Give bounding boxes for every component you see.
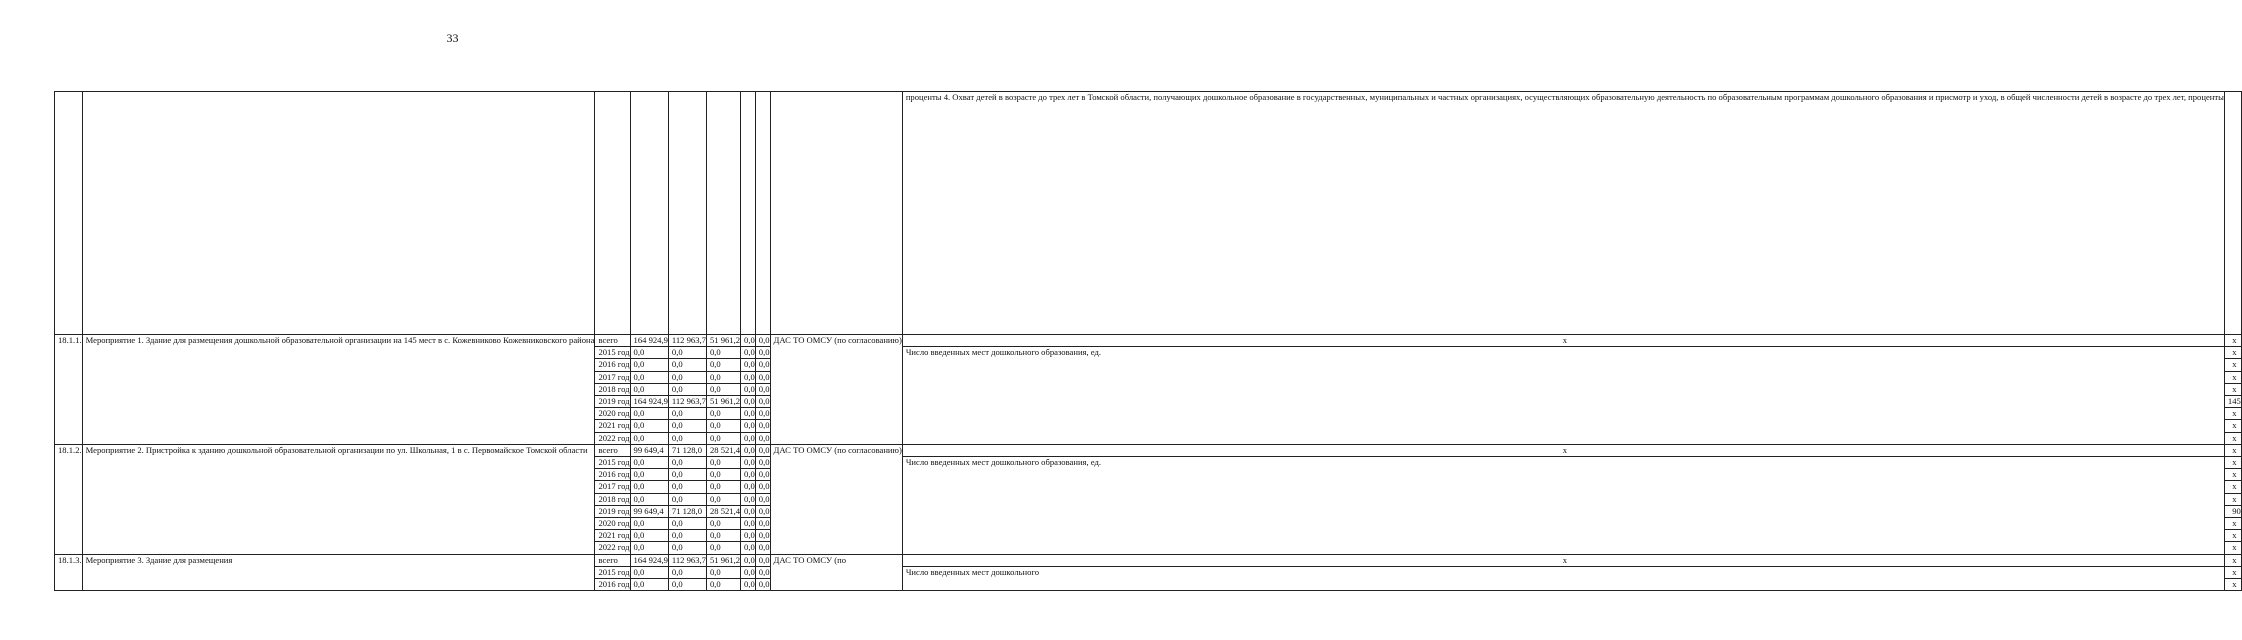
local-cell: 0,0	[741, 432, 756, 444]
period-cell: 2016 год	[595, 359, 630, 371]
regional-cell: 51 961,2	[706, 335, 740, 347]
indicator-value-cell: x	[2224, 335, 2241, 347]
regional-cell: 0,0	[706, 408, 740, 420]
period-cell: 2015 год	[595, 347, 630, 359]
regional-cell: 0,0	[706, 420, 740, 432]
local-cell: 0,0	[741, 444, 756, 456]
indicator-value-cell: 145	[2224, 396, 2241, 408]
table-row	[55, 444, 2242, 456]
local-cell: 0,0	[741, 481, 756, 493]
period-cell: 2022 год	[595, 542, 630, 554]
indicator-value-cell: x	[2224, 518, 2241, 530]
federal-cell: 71 128,0	[668, 444, 706, 456]
period-cell: 2018 год	[595, 493, 630, 505]
indicator-value-cell: x	[2224, 481, 2241, 493]
period-cell: 2021 год	[595, 530, 630, 542]
extrabudget-cell: 0,0	[755, 396, 770, 408]
continuation-row	[55, 92, 2242, 335]
federal-cell: 0,0	[668, 347, 706, 359]
total-cell: 0,0	[630, 530, 668, 542]
indicator-value-cell: x	[2224, 579, 2241, 591]
extrabudget-cell: 0,0	[755, 444, 770, 456]
federal-cell: 112 963,7	[668, 335, 706, 347]
extrabudget-cell: 0,0	[755, 335, 770, 347]
federal-cell: 0,0	[668, 579, 706, 591]
federal-cell: 0,0	[668, 457, 706, 469]
local-cell: 0,0	[741, 371, 756, 383]
local-cell: 0,0	[741, 396, 756, 408]
regional-cell: 0,0	[706, 542, 740, 554]
federal-cell: 0,0	[668, 420, 706, 432]
federal-cell: 112 963,7	[668, 396, 706, 408]
period-cell: 2016 год	[595, 469, 630, 481]
period-cell: всего	[595, 554, 630, 566]
total-cell: 99 649,4	[630, 505, 668, 517]
table-row	[55, 554, 2242, 566]
total-cell: 99 649,4	[630, 444, 668, 456]
regional-cell: 0,0	[706, 457, 740, 469]
total-cell: 0,0	[630, 347, 668, 359]
period-cell: 2019 год	[595, 396, 630, 408]
period-cell: 2017 год	[595, 481, 630, 493]
regional-cell: 0,0	[706, 493, 740, 505]
executor-cell: ДАС ТО ОМСУ (по согласованию)	[770, 335, 902, 445]
period-cell: 2022 год	[595, 432, 630, 444]
extrabudget-cell: 0,0	[755, 359, 770, 371]
local-cell: 0,0	[741, 542, 756, 554]
regional-cell: 0,0	[706, 481, 740, 493]
total-cell: 164 924,9	[630, 335, 668, 347]
indicator-value-cell: x	[2224, 566, 2241, 578]
total-cell: 0,0	[630, 408, 668, 420]
indicator-value-cell: x	[2224, 554, 2241, 566]
federal-cell: 0,0	[668, 481, 706, 493]
table-row	[55, 335, 2242, 347]
total-cell: 164 924,9	[630, 554, 668, 566]
total-cell: 0,0	[630, 359, 668, 371]
period-cell: 2020 год	[595, 408, 630, 420]
extrabudget-cell: 0,0	[755, 542, 770, 554]
indicator-value-cell: x	[2224, 383, 2241, 395]
total-cell: 0,0	[630, 579, 668, 591]
period-cell: 2015 год	[595, 457, 630, 469]
extrabudget-cell: 0,0	[755, 530, 770, 542]
indicator-value-cell: x	[2224, 493, 2241, 505]
budget-table	[54, 91, 2242, 591]
local-cell: 0,0	[741, 518, 756, 530]
local-cell: 0,0	[741, 505, 756, 517]
local-cell: 0,0	[741, 493, 756, 505]
federal-cell: 0,0	[668, 493, 706, 505]
indicator-value-cell: 90	[2224, 505, 2241, 517]
period-cell: всего	[595, 444, 630, 456]
indicator-value-cell: x	[2224, 444, 2241, 456]
extrabudget-cell: 0,0	[755, 518, 770, 530]
extrabudget-cell: 0,0	[755, 469, 770, 481]
total-cell: 164 924,9	[630, 396, 668, 408]
extrabudget-cell: 0,0	[755, 493, 770, 505]
period-cell: 2020 год	[595, 518, 630, 530]
extrabudget-cell: 0,0	[755, 371, 770, 383]
period-cell: 2019 год	[595, 505, 630, 517]
indicator-name-cell: Число введенных мест дошкольного образования, ед.	[902, 457, 2224, 555]
total-cell: 0,0	[630, 432, 668, 444]
measure-name: Мероприятие 3. Здание для размещения	[82, 554, 595, 591]
period-cell: 2018 год	[595, 383, 630, 395]
extrabudget-cell: 0,0	[755, 420, 770, 432]
local-cell: 0,0	[741, 530, 756, 542]
indicator-total-cell: x	[902, 554, 2224, 566]
indicator-value-cell: x	[2224, 542, 2241, 554]
federal-cell: 0,0	[668, 542, 706, 554]
extrabudget-cell: 0,0	[755, 554, 770, 566]
local-cell: 0,0	[741, 335, 756, 347]
regional-cell: 0,0	[706, 347, 740, 359]
regional-cell: 51 961,2	[706, 554, 740, 566]
extrabudget-cell: 0,0	[755, 383, 770, 395]
indicator-value-cell: x	[2224, 420, 2241, 432]
regional-cell: 0,0	[706, 383, 740, 395]
indicator-value-cell: x	[2224, 359, 2241, 371]
period-cell: 2016 год	[595, 579, 630, 591]
regional-cell: 0,0	[706, 432, 740, 444]
regional-cell: 0,0	[706, 518, 740, 530]
period-cell: 2017 год	[595, 371, 630, 383]
indicator-value-cell: x	[2224, 432, 2241, 444]
local-cell: 0,0	[741, 579, 756, 591]
total-cell: 0,0	[630, 469, 668, 481]
total-cell: 0,0	[630, 420, 668, 432]
period-cell: всего	[595, 335, 630, 347]
indicator-value-cell: x	[2224, 347, 2241, 359]
local-cell: 0,0	[741, 566, 756, 578]
measure-code: 18.1.1.	[55, 335, 83, 445]
period-cell: 2015 год	[595, 566, 630, 578]
local-cell: 0,0	[741, 383, 756, 395]
indicator-total-cell: x	[902, 335, 2224, 347]
regional-cell: 51 961,2	[706, 396, 740, 408]
regional-cell: 0,0	[706, 530, 740, 542]
total-cell: 0,0	[630, 457, 668, 469]
page-number: 33	[446, 31, 459, 45]
federal-cell: 71 128,0	[668, 505, 706, 517]
extrabudget-cell: 0,0	[755, 347, 770, 359]
extrabudget-cell: 0,0	[755, 481, 770, 493]
federal-cell: 0,0	[668, 408, 706, 420]
federal-cell: 0,0	[668, 359, 706, 371]
regional-cell: 0,0	[706, 371, 740, 383]
regional-cell: 0,0	[706, 566, 740, 578]
local-cell: 0,0	[741, 457, 756, 469]
federal-cell: 0,0	[668, 530, 706, 542]
indicator-value-cell: x	[2224, 469, 2241, 481]
regional-cell: 0,0	[706, 469, 740, 481]
measure-name: Мероприятие 1. Здание для размещения дошкольной образовательной организации на 145 мест в с. Кожевниково Кожевниковского района	[82, 335, 595, 445]
total-cell: 0,0	[630, 518, 668, 530]
extrabudget-cell: 0,0	[755, 408, 770, 420]
total-cell: 0,0	[630, 383, 668, 395]
measure-code: 18.1.3.	[55, 554, 83, 591]
measure-code: 18.1.2.	[55, 444, 83, 554]
local-cell: 0,0	[741, 420, 756, 432]
extrabudget-cell: 0,0	[755, 432, 770, 444]
regional-cell: 0,0	[706, 359, 740, 371]
extrabudget-cell: 0,0	[755, 566, 770, 578]
local-cell: 0,0	[741, 359, 756, 371]
federal-cell: 0,0	[668, 518, 706, 530]
extrabudget-cell: 0,0	[755, 457, 770, 469]
regional-cell: 0,0	[706, 579, 740, 591]
federal-cell: 0,0	[668, 432, 706, 444]
local-cell: 0,0	[741, 469, 756, 481]
federal-cell: 112 963,7	[668, 554, 706, 566]
local-cell: 0,0	[741, 408, 756, 420]
indicator-value-cell: x	[2224, 371, 2241, 383]
period-cell: 2021 год	[595, 420, 630, 432]
total-cell: 0,0	[630, 566, 668, 578]
indicator-name-cell: Число введенных мест дошкольного образования, ед.	[902, 347, 2224, 445]
measure-name: Мероприятие 2. Пристройка к зданию дошкольной образовательной организации по ул. Школьная, 1 в с. Первомайское Томской области	[82, 444, 595, 554]
indicator-name-cell: Число введенных мест дошкольного	[902, 566, 2224, 590]
total-cell: 0,0	[630, 493, 668, 505]
total-cell: 0,0	[630, 371, 668, 383]
federal-cell: 0,0	[668, 371, 706, 383]
extrabudget-cell: 0,0	[755, 579, 770, 591]
federal-cell: 0,0	[668, 383, 706, 395]
executor-cell: ДАС ТО ОМСУ (по	[770, 554, 902, 591]
total-cell: 0,0	[630, 542, 668, 554]
federal-cell: 0,0	[668, 566, 706, 578]
extrabudget-cell: 0,0	[755, 505, 770, 517]
indicator-total-cell: x	[902, 444, 2224, 456]
executor-cell: ДАС ТО ОМСУ (по согласованию)	[770, 444, 902, 554]
indicator-value-cell: x	[2224, 408, 2241, 420]
regional-cell: 28 521,4	[706, 444, 740, 456]
local-cell: 0,0	[741, 554, 756, 566]
total-cell: 0,0	[630, 481, 668, 493]
indicator-value-cell: x	[2224, 530, 2241, 542]
federal-cell: 0,0	[668, 469, 706, 481]
continuation-indicator-text: проценты 4. Охват детей в возрасте до трех лет в Томской области, получающих дошкольное образование в государственных, муниципальных и частных организациях, осуществляющих образовательную деятельность по образовательным программам дошкольного образования и присмотр и уход, в общей численности детей в возрасте до трех лет, проценты	[902, 92, 2224, 335]
regional-cell: 28 521,4	[706, 505, 740, 517]
indicator-value-cell: x	[2224, 457, 2241, 469]
local-cell: 0,0	[741, 347, 756, 359]
